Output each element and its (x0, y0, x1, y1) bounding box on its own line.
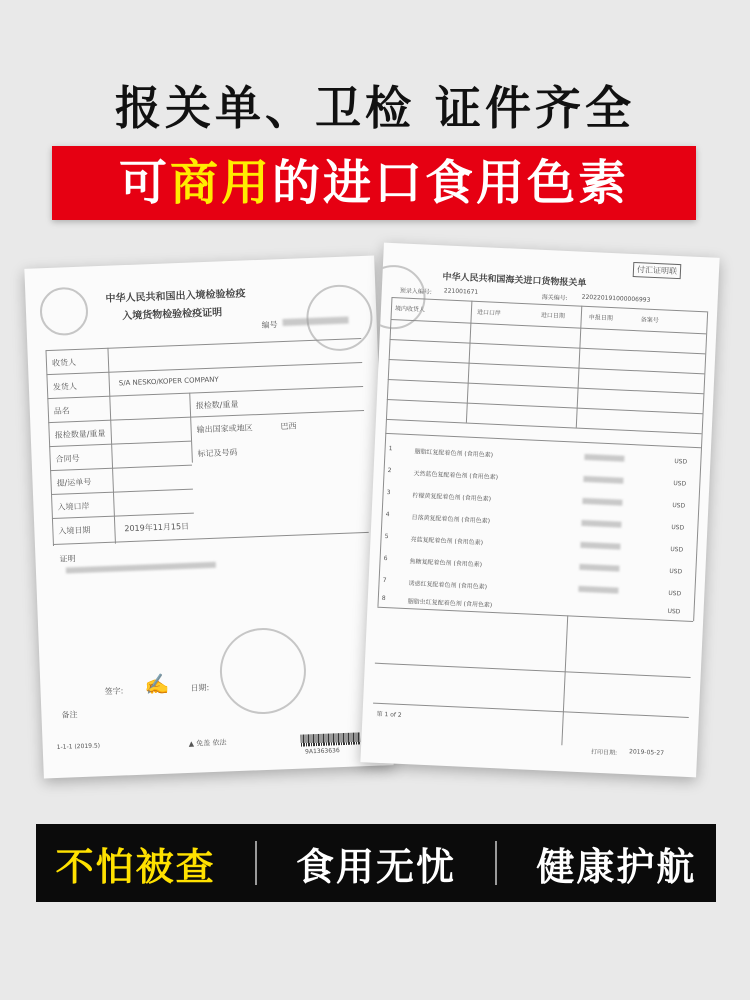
cert-title: 入境货物检验检疫证明 (122, 307, 223, 323)
grid-line (387, 399, 703, 414)
copy-stamp-box: 付汇证明联 (633, 262, 682, 279)
inspection-certificate (24, 255, 393, 778)
row-line (53, 532, 369, 545)
price-blur (578, 586, 618, 594)
grid-line (388, 379, 704, 394)
country-value: 巴西 (280, 421, 297, 432)
pre-no-label: 预录入编号: (399, 287, 432, 296)
item-no: 8 (381, 594, 386, 603)
row-line (51, 489, 193, 495)
header-col: 境内收货人 (394, 305, 426, 314)
signature-area-line (375, 663, 691, 678)
row-label: 报检数量/重量 (54, 428, 106, 440)
item-name: 亮蓝复配着色剂 (食用色素) (410, 536, 484, 547)
price-blur (581, 520, 621, 528)
table-border-top (45, 338, 361, 351)
item-no: 4 (385, 511, 390, 519)
header-col: 申报日期 (588, 314, 613, 323)
feature-item: 食用无忧 (295, 844, 456, 889)
entry-date-value: 2019年11月15日 (124, 521, 190, 534)
item-no: 1 (388, 445, 393, 453)
item-currency: USD (667, 607, 681, 616)
print-date-label: 打印日期: (590, 748, 618, 757)
declaration-title: 中华人民共和国海关进口货物报关单 (442, 272, 587, 289)
header-col: 进口口岸 (476, 308, 502, 318)
date-label: 日期: (190, 683, 210, 693)
customs-declaration (360, 243, 719, 778)
row-line (52, 513, 194, 519)
table-border-right (693, 311, 708, 621)
row-line (49, 441, 191, 447)
divider (255, 841, 257, 885)
cert-number-label: 编号 (261, 320, 278, 330)
item-currency: USD (668, 589, 682, 598)
feature-item: 健康护航 (536, 844, 697, 889)
seal-stamp-bottom (218, 626, 307, 715)
header-col: 进口日期 (540, 311, 565, 320)
customs-no-label: 海关编号: (541, 293, 568, 303)
banner-highlight: 商用 (169, 155, 272, 211)
item-name: 诱惑红复配着色剂 (食用色素) (408, 580, 488, 591)
grid-line (390, 339, 706, 354)
price-blur (580, 542, 620, 550)
item-name: 日落黄复配着色剂 (食用色素) (411, 514, 491, 525)
right-label: 输出国家或地区 (196, 423, 253, 435)
consignor-value: S/A NESKO/KOPER COMPANY (118, 375, 219, 388)
item-currency: USD (669, 567, 683, 576)
grid-line (386, 419, 702, 434)
row-label: 发货人 (52, 381, 78, 392)
pre-no-value: 221001671 (443, 287, 479, 296)
item-name: 焦糖复配着色剂 (食用色素) (409, 558, 483, 569)
item-currency: USD (672, 502, 686, 510)
banner-post: 的进口食用色素 (272, 155, 630, 211)
signature-area-line (373, 703, 689, 718)
emblem-icon (39, 287, 89, 337)
row-label: 品名 (53, 406, 70, 416)
grid-line (389, 359, 705, 374)
row-label: 入境口岸 (57, 501, 90, 512)
right-label: 标记及号码 (197, 447, 238, 459)
sign-label: 签字: (104, 686, 124, 697)
item-name: 胭脂红复配着色剂 (食用色素) (414, 448, 494, 459)
row-label: 收货人 (51, 357, 77, 368)
barcode-number: 9A1363636 (304, 747, 340, 756)
right-label: 报检数/重量 (195, 399, 239, 411)
item-name: 天然蓝色复配着色剂 (食用色素) (413, 470, 499, 482)
row-line (50, 465, 192, 471)
page-label: 第 1 of 2 (376, 710, 402, 719)
header-col: 备案号 (640, 316, 659, 325)
row-label: 合同号 (55, 453, 80, 464)
banner-pre: 可 (118, 155, 170, 211)
item-no: 2 (387, 467, 392, 475)
item-name: 胭脂虫红复配着色剂 (食用色素) (407, 598, 493, 609)
item-currency: USD (670, 545, 684, 554)
row-line (47, 386, 363, 399)
item-no: 5 (384, 532, 389, 541)
note-text-blur (66, 562, 216, 574)
item-name: 柠檬黄复配着色剂 (食用色素) (412, 492, 492, 503)
price-blur (584, 454, 624, 462)
cert-org: 中华人民共和国出入境检验检疫 (105, 288, 246, 305)
divider (495, 841, 497, 885)
print-date-value: 2019-05-27 (628, 748, 665, 757)
price-blur (579, 564, 619, 572)
feature-item: 不怕被查 (55, 844, 216, 889)
table-col-divider-2 (189, 393, 193, 463)
item-no: 7 (382, 576, 387, 585)
row-label: 入境日期 (58, 525, 91, 536)
barcode-icon (300, 732, 360, 746)
row-label: 提/运单号 (56, 477, 92, 488)
signature-divider (561, 615, 568, 745)
remark-label: 备注 (61, 710, 78, 720)
item-currency: USD (674, 458, 688, 466)
customs-no-value: 220220191000006993 (581, 293, 651, 304)
items-header-line (385, 433, 701, 448)
row-line (46, 362, 362, 375)
item-no: 6 (383, 554, 388, 563)
row-line (48, 410, 364, 423)
page-title: 报关单、卫检 证件齐全 (114, 81, 635, 135)
table-border-left (45, 350, 54, 546)
table-col-divider (107, 348, 116, 544)
signature-mark: ✍ (143, 671, 170, 697)
feature-band (36, 824, 716, 902)
seal-stamp-top (305, 284, 373, 352)
table-border-bottom (377, 607, 693, 622)
item-no: 3 (386, 489, 391, 497)
grid-line (390, 319, 706, 334)
note-label: 证明 (59, 554, 76, 564)
price-blur (582, 498, 622, 506)
item-currency: USD (673, 480, 687, 488)
stamp-note: ▲ 免盖 依法 (188, 738, 227, 748)
headline-banner (52, 146, 696, 220)
price-blur (583, 476, 623, 484)
form-code: 1-1-1 (2019.5) (56, 742, 101, 752)
item-currency: USD (671, 523, 685, 532)
